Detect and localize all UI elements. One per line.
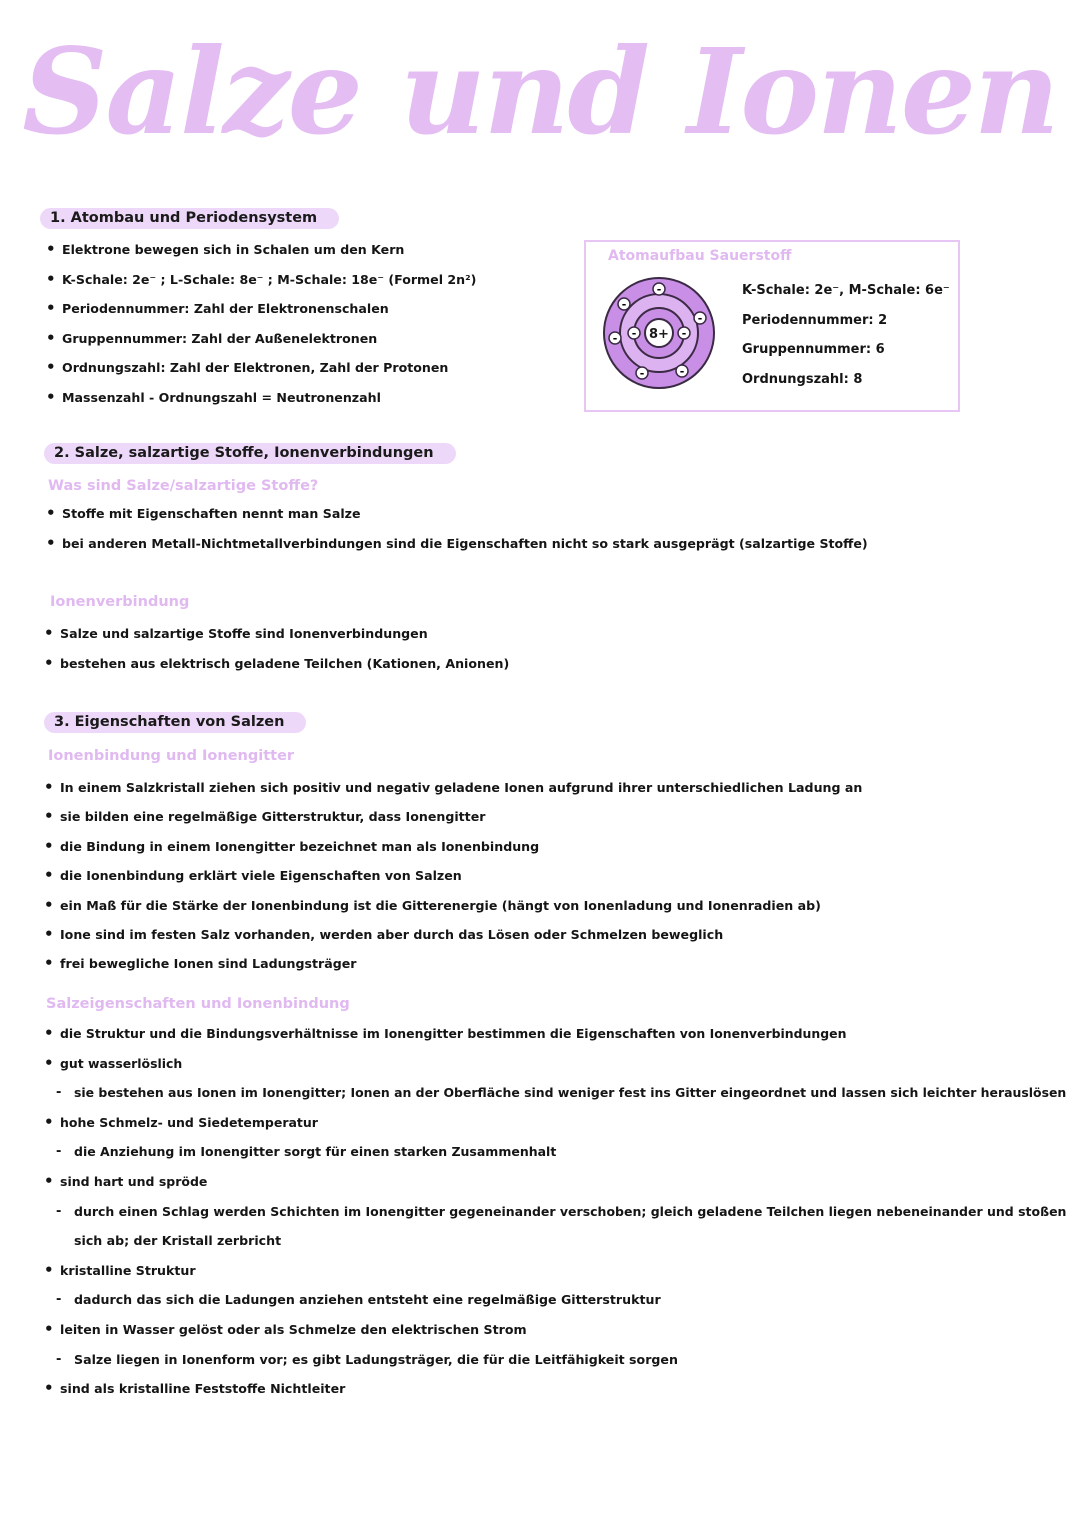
svg-text:-: - <box>697 312 703 325</box>
list-item: • kristalline Struktur <box>44 1256 1066 1286</box>
list-item: • gut wasserlöslich <box>44 1049 1066 1079</box>
atom-fact: K-Schale: 2e⁻, M-Schale: 6e⁻ <box>742 283 950 298</box>
atom-fact: Ordnungszahl: 8 <box>742 371 863 387</box>
section-2-list-1 <box>46 499 868 558</box>
svg-text:-: - <box>612 332 618 345</box>
list-item: • Stoffe mit Eigenschaften nennt man Salze <box>46 499 868 529</box>
list-item: • K-Schale: 2e⁻ ; L-Schale: 8e⁻ ; M-Schale: 18e⁻ (Formel 2n²) <box>46 265 476 295</box>
list-item: • sind hart und spröde <box>44 1167 1066 1197</box>
list-item: • Periodennummer: Zahl der Elektronenschalen <box>46 294 476 324</box>
list-item: • Ione sind im festen Salz vorhanden, werden aber durch das Lösen oder Schmelzen beweglich <box>44 920 862 949</box>
electron-icon <box>618 298 630 311</box>
page-title: Salze und Ionen <box>22 22 1058 161</box>
section-2-list-2 <box>44 619 509 678</box>
atom-fact: Gruppennummer: 6 <box>742 342 885 357</box>
electron-icon <box>653 283 665 296</box>
list-item: • frei bewegliche Ionen sind Ladungsträger <box>44 949 862 978</box>
list-item: • sind als kristalline Feststoffe Nichtleiter <box>44 1374 1066 1404</box>
list-item: • ein Maß für die Stärke der Ionenbindung ist die Gitterenergie (hängt von Ionenladung und Ionenradien ab) <box>44 891 862 920</box>
list-item: • Elektrone bewegen sich in Schalen um den Kern <box>46 235 476 265</box>
section-2-heading: 2. Salze, salzartige Stoffe, Ionenverbindungen <box>44 443 456 464</box>
svg-text:-: - <box>681 327 687 340</box>
list-subitem: - die Anziehung im Ionengitter sorgt für einen starken Zusammenhalt <box>44 1137 1066 1167</box>
list-item: • Massenzahl - Ordnungszahl = Neutronenzahl <box>46 383 476 413</box>
electron-icon <box>609 332 621 345</box>
list-item: • bestehen aus elektrisch geladene Teilchen (Kationen, Anionen) <box>44 649 509 679</box>
section-3-heading: 3. Eigenschaften von Salzen <box>44 712 306 733</box>
section-3-subheading-1: Ionenbindung und Ionengitter <box>48 748 295 764</box>
list-item: • In einem Salzkristall ziehen sich positiv und negativ geladene Ionen aufgrund ihrer unterschiedlichen Ladung an <box>44 773 862 802</box>
atom-facts <box>742 276 950 394</box>
section-3-list-2 <box>44 1019 1066 1404</box>
list-item: • die Bindung in einem Ionengitter bezeichnet man als Ionenbindung <box>44 832 862 861</box>
svg-text:-: - <box>639 367 645 380</box>
atom-fact: Periodennummer: 2 <box>742 312 888 328</box>
svg-text:-: - <box>631 327 637 340</box>
electron-icon <box>628 327 640 340</box>
list-item: • die Ionenbindung erklärt viele Eigenschaften von Salzen <box>44 861 862 890</box>
electron-icon <box>676 365 688 378</box>
list-item: • hohe Schmelz- und Siedetemperatur <box>44 1108 1066 1138</box>
list-item: • Gruppennummer: Zahl der Außenelektronen <box>46 324 476 354</box>
electron-icon <box>694 312 706 325</box>
electron-icon <box>636 367 648 380</box>
svg-text:-: - <box>621 298 627 311</box>
electron-icon <box>678 327 690 340</box>
section-2-subheading-1: Was sind Salze/salzartige Stoffe? <box>48 478 319 494</box>
list-subitem: - Salze liegen in Ionenform vor; es gibt Ladungsträger, die für die Leitfähigkeit sorgen <box>44 1345 1066 1375</box>
atom-box-title: Atomaufbau Sauerstoff <box>608 248 792 264</box>
list-item: • Ordnungszahl: Zahl der Elektronen, Zahl der Protonen <box>46 353 476 383</box>
list-item: • Salze und salzartige Stoffe sind Ionenverbindungen <box>44 619 509 649</box>
svg-text:-: - <box>679 365 685 378</box>
section-3-list-1 <box>44 773 862 979</box>
list-item: • leiten in Wasser gelöst oder als Schmelze den elektrischen Strom <box>44 1315 1066 1345</box>
section-3-subheading-2: Salzeigenschaften und Ionenbindung <box>46 996 350 1012</box>
list-item: • die Struktur und die Bindungsverhältnisse im Ionengitter bestimmen die Eigenschaften von Ionenverbindungen <box>44 1019 1066 1049</box>
svg-text:-: - <box>656 283 662 296</box>
list-item: • sie bilden eine regelmäßige Gitterstruktur, dass Ionengitter <box>44 802 862 831</box>
section-1-heading: 1. Atombau und Periodensystem <box>40 208 339 229</box>
nucleus-charge: 8+ <box>649 327 669 342</box>
section-2-subheading-2: Ionenverbindung <box>50 594 190 610</box>
list-subitem-continuation: sich ab; der Kristall zerbricht <box>74 1233 282 1249</box>
atom-info-box <box>584 240 960 412</box>
list-subitem: - durch einen Schlag werden Schichten im Ionengitter gegeneinander verschoben; gleich geladene Teilchen liegen nebeneinander und stoßen <box>44 1197 1066 1227</box>
list-subitem: - dadurch das sich die Ladungen anziehen entsteht eine regelmäßige Gitterstruktur <box>44 1285 1066 1315</box>
oxygen-atom-diagram <box>602 276 716 390</box>
section-1-list <box>46 235 476 412</box>
list-subitem: - sie bestehen aus Ionen im Ionengitter; Ionen an der Oberfläche sind weniger fest ins Gitter eingeordnet und lassen sich leichter herauslösen <box>44 1078 1066 1108</box>
list-item: • bei anderen Metall-Nichtmetallverbindungen sind die Eigenschaften nicht so stark ausgeprägt (salzartige Stoffe) <box>46 529 868 559</box>
